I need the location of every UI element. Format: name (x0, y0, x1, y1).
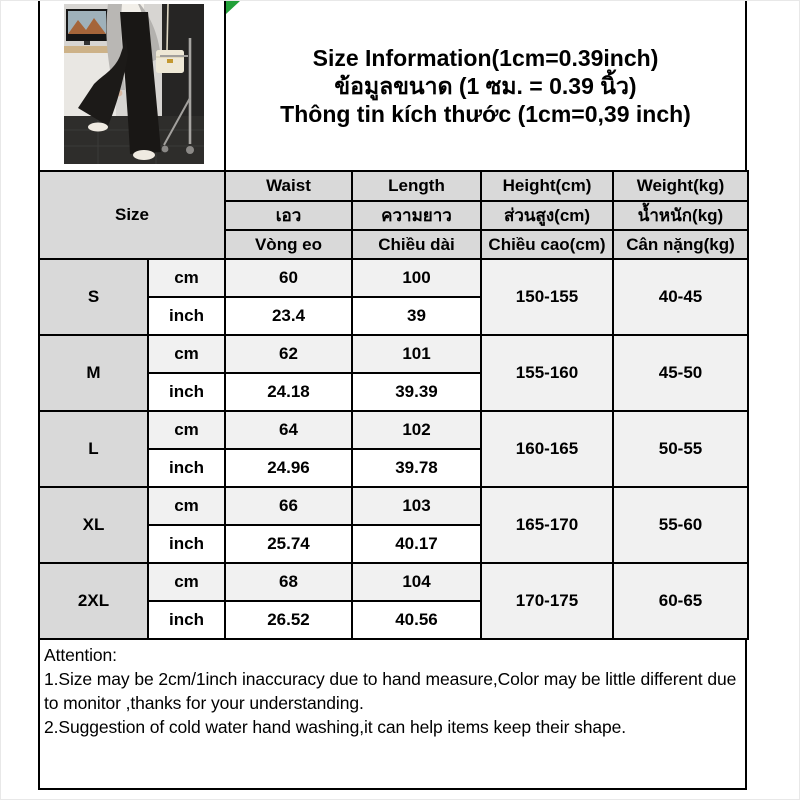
table-row-xl-cm (39, 487, 748, 525)
height-range-xl: 165-170 (481, 487, 613, 563)
weight-range-m: 45-50 (613, 335, 748, 411)
waist-inch-m: 24.18 (225, 373, 352, 411)
height-range-2xl: 170-175 (481, 563, 613, 639)
green-triangle-marker-icon (226, 1, 240, 14)
table-row-l-cm (39, 411, 748, 449)
size-label-l: L (39, 411, 148, 487)
unit-label-inch: inch (148, 525, 225, 563)
col-header-length-th: ความยาว (352, 201, 481, 230)
length-cm-m: 101 (352, 335, 481, 373)
unit-label-inch: inch (148, 297, 225, 335)
unit-label-cm: cm (148, 487, 225, 525)
waist-cm-xl: 66 (225, 487, 352, 525)
table-row-2xl-cm (39, 563, 748, 601)
length-inch-s: 39 (352, 297, 481, 335)
size-label-s: S (39, 259, 148, 335)
title-english: Size Information(1cm=0.39inch) (312, 45, 659, 71)
length-cm-2xl: 104 (352, 563, 481, 601)
size-table (38, 170, 749, 640)
col-header-weight-th: น้ำหนัก(kg) (613, 201, 748, 230)
table-row-s-cm (39, 259, 748, 297)
title-vietnamese: Thông tin kích thước (1cm=0,39 inch) (280, 101, 691, 127)
height-range-s: 150-155 (481, 259, 613, 335)
title-block (226, 1, 745, 170)
weight-range-xl: 55-60 (613, 487, 748, 563)
col-header-height-th: ส่วนสูง(cm) (481, 201, 613, 230)
unit-label-cm: cm (148, 563, 225, 601)
table-row-m-cm (39, 335, 748, 373)
col-header-height-en: Height(cm) (481, 171, 613, 201)
waist-inch-2xl: 26.52 (225, 601, 352, 639)
col-header-waist-vi: Vòng eo (225, 230, 352, 259)
waist-cm-2xl: 68 (225, 563, 352, 601)
attention-heading: Attention: (44, 645, 117, 665)
title-thai: ข้อมูลขนาด (1 ซม. = 0.39 นิ้ว) (334, 73, 637, 99)
product-photo (64, 4, 204, 164)
unit-label-inch: inch (148, 601, 225, 639)
weight-range-s: 40-45 (613, 259, 748, 335)
length-inch-xl: 40.17 (352, 525, 481, 563)
col-header-weight-en: Weight(kg) (613, 171, 748, 201)
size-label-2xl: 2XL (39, 563, 148, 639)
header-row-english (39, 171, 748, 201)
waist-inch-l: 24.96 (225, 449, 352, 487)
waist-inch-s: 23.4 (225, 297, 352, 335)
attention-note-1: 1.Size may be 2cm/1inch inaccuracy due to hand measure,Color may be little different due to monitor ,thanks for your understanding. (44, 669, 737, 713)
waist-cm-s: 60 (225, 259, 352, 297)
attention-box (38, 640, 747, 790)
length-cm-s: 100 (352, 259, 481, 297)
waist-cm-l: 64 (225, 411, 352, 449)
waist-cm-m: 62 (225, 335, 352, 373)
attention-note-2: 2.Suggestion of cold water hand washing,it can help items keep their shape. (44, 717, 627, 737)
length-inch-2xl: 40.56 (352, 601, 481, 639)
height-range-m: 155-160 (481, 335, 613, 411)
col-header-length-vi: Chiều dài (352, 230, 481, 259)
size-label-m: M (39, 335, 148, 411)
length-inch-m: 39.39 (352, 373, 481, 411)
unit-label-cm: cm (148, 411, 225, 449)
col-header-waist-en: Waist (225, 171, 352, 201)
size-chart-sheet (38, 1, 747, 790)
length-cm-l: 102 (352, 411, 481, 449)
unit-label-inch: inch (148, 449, 225, 487)
size-label-xl: XL (39, 487, 148, 563)
size-header-cell: Size (39, 171, 225, 259)
unit-label-cm: cm (148, 259, 225, 297)
unit-label-cm: cm (148, 335, 225, 373)
weight-range-2xl: 60-65 (613, 563, 748, 639)
col-header-waist-th: เอว (225, 201, 352, 230)
length-cm-xl: 103 (352, 487, 481, 525)
col-header-weight-vi: Cân nặng(kg) (613, 230, 748, 259)
col-header-length-en: Length (352, 171, 481, 201)
top-section (38, 1, 747, 170)
col-header-height-vi: Chiều cao(cm) (481, 230, 613, 259)
unit-label-inch: inch (148, 373, 225, 411)
height-range-l: 160-165 (481, 411, 613, 487)
product-photo-cell (40, 1, 226, 170)
length-inch-l: 39.78 (352, 449, 481, 487)
weight-range-l: 50-55 (613, 411, 748, 487)
waist-inch-xl: 25.74 (225, 525, 352, 563)
